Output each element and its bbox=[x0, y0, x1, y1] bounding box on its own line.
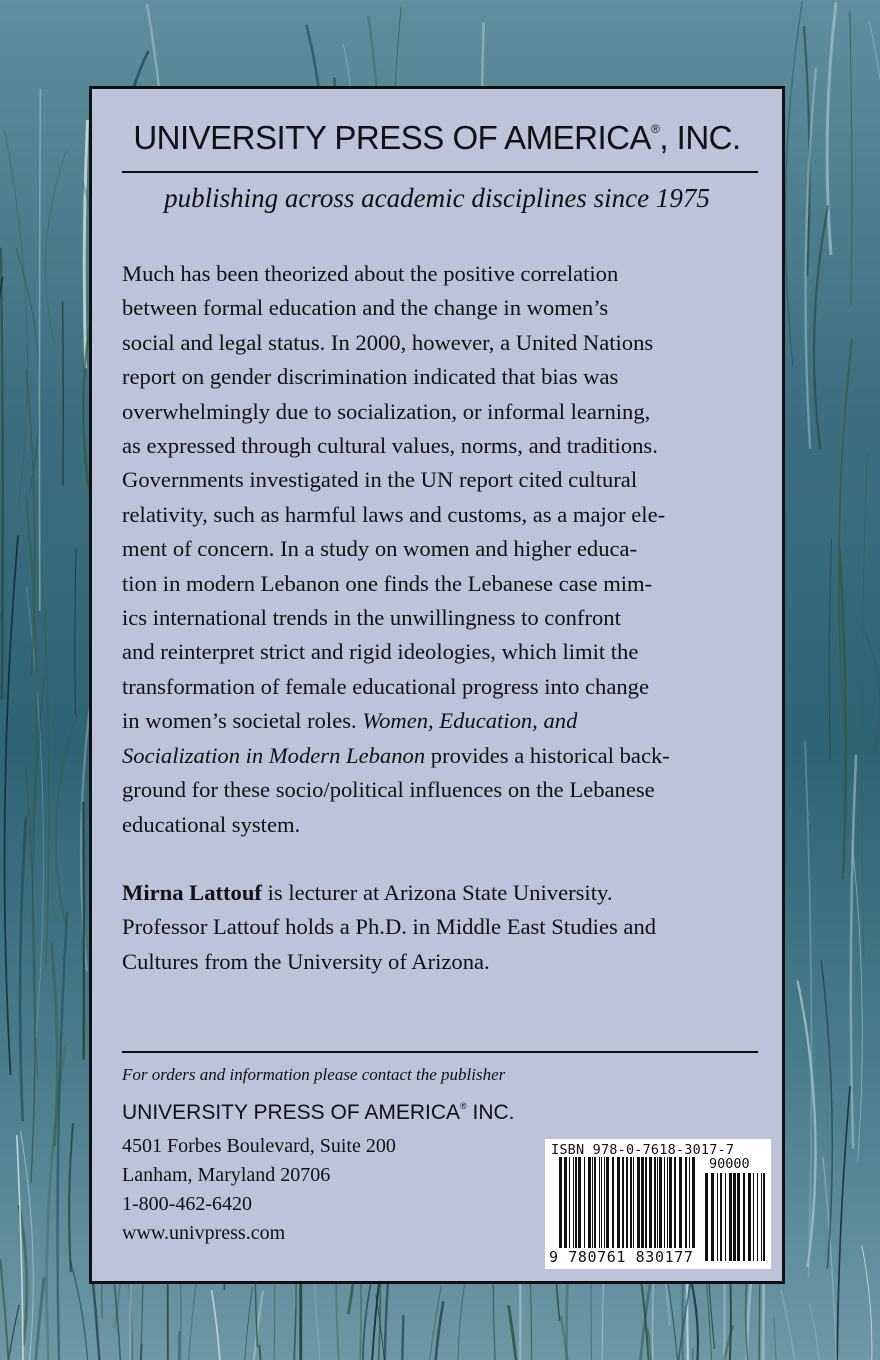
reed-stroke bbox=[780, 1289, 801, 1360]
description-line: ment of concern. In a study on women and higher educa- bbox=[122, 536, 638, 562]
author-bio-line bbox=[122, 876, 758, 910]
barcode-bar bbox=[737, 1173, 740, 1261]
footer-rule bbox=[122, 1051, 758, 1053]
reed-stroke bbox=[136, 1344, 141, 1360]
reed-stroke bbox=[84, 120, 87, 368]
barcode-bar bbox=[664, 1157, 665, 1249]
reed-stroke bbox=[26, 1277, 44, 1360]
barcode-bar bbox=[685, 1157, 687, 1249]
reed-stroke bbox=[5, 536, 18, 1075]
registered-mark: ® bbox=[651, 122, 660, 136]
barcode-bar bbox=[606, 1157, 609, 1249]
barcode-bar bbox=[637, 1157, 640, 1249]
website-url: www.univpress.com bbox=[122, 1222, 286, 1244]
reed-stroke bbox=[509, 1305, 525, 1360]
reed-stroke bbox=[51, 943, 57, 1146]
reed-stroke bbox=[420, 1285, 442, 1360]
barcode-bar bbox=[641, 1157, 644, 1249]
reed-stroke bbox=[178, 1332, 179, 1360]
reed-stroke bbox=[5, 130, 28, 517]
barcode-bar bbox=[604, 1157, 605, 1249]
description-line: between formal education and the change in women’s bbox=[122, 295, 609, 321]
book-title-italic: Women, Education, and bbox=[362, 708, 578, 734]
description-line: report on gender discrimination indicated that bias was bbox=[122, 364, 619, 390]
reed-stroke bbox=[39, 89, 40, 611]
isbn-label: ISBN 978-0-7618-3017-7 bbox=[551, 1142, 735, 1158]
reed-stroke bbox=[20, 817, 26, 1122]
barcode-bar bbox=[725, 1173, 726, 1261]
reed-stroke bbox=[433, 1301, 443, 1360]
reed-stroke bbox=[862, 452, 868, 962]
barcode-bar bbox=[711, 1173, 714, 1261]
phone-number: 1-800-462-6420 bbox=[122, 1193, 252, 1215]
description-text: in women’s societal roles. bbox=[122, 708, 363, 734]
barcode-bar bbox=[729, 1173, 732, 1261]
barcode-bar bbox=[720, 1173, 722, 1261]
reed-stroke bbox=[869, 21, 880, 334]
reed-stroke bbox=[809, 1302, 821, 1360]
barcode-bar bbox=[674, 1157, 676, 1249]
description-line: overwhelmingly due to socialization, or informal learning, bbox=[122, 398, 651, 424]
reed-stroke bbox=[785, 1, 802, 365]
description-line: transformation of female educational progress into change bbox=[122, 673, 649, 699]
reed-stroke bbox=[57, 913, 67, 1360]
author-bio-line: Cultures from the University of Arizona. bbox=[122, 948, 490, 974]
barcode-bar bbox=[679, 1157, 682, 1249]
barcode-bar bbox=[757, 1173, 758, 1261]
reed-stroke bbox=[56, 707, 80, 927]
description-line: educational system. bbox=[122, 811, 301, 837]
reed-stroke bbox=[827, 3, 836, 256]
reed-stroke bbox=[17, 1135, 23, 1360]
reed-stroke bbox=[862, 1245, 872, 1360]
description-line: tion in modern Lebanon one finds the Lebanese case mim- bbox=[122, 570, 653, 596]
reed-stroke bbox=[863, 628, 880, 756]
reed-stroke bbox=[46, 149, 68, 346]
book-description bbox=[122, 257, 758, 842]
reed-stroke bbox=[69, 1123, 73, 1272]
address-line-2: Lanham, Maryland 20706 bbox=[122, 1164, 331, 1186]
barcode-bar bbox=[669, 1157, 672, 1249]
description-line: relativity, such as harmful laws and customs, as a major ele- bbox=[122, 501, 666, 527]
barcode-bar bbox=[584, 1157, 585, 1249]
publisher-footer-name bbox=[122, 1101, 515, 1125]
publisher-suffix: INC. bbox=[466, 1101, 515, 1124]
description-line: as expressed through cultural values, norms, and traditions. bbox=[122, 433, 658, 459]
barcode-bar bbox=[612, 1157, 614, 1249]
barcode-bar bbox=[578, 1157, 581, 1249]
publisher-header bbox=[92, 119, 782, 157]
description-line: ics international trends in the unwillingness to confront bbox=[122, 605, 621, 631]
barcode-bar bbox=[594, 1157, 596, 1249]
description-line: Governments investigated in the UN report cited cultural bbox=[122, 467, 638, 493]
barcode-bar bbox=[657, 1157, 658, 1249]
barcode-bar bbox=[559, 1157, 562, 1249]
barcode-bar bbox=[705, 1173, 708, 1261]
barcode-bar bbox=[588, 1157, 591, 1249]
author-bio-line: Professor Lattouf holds a Ph.D. in Middle East Studies and bbox=[122, 914, 657, 940]
barcode-bar bbox=[654, 1157, 656, 1249]
reed-stroke bbox=[1, 248, 3, 699]
barcode-bar bbox=[599, 1157, 600, 1249]
reed-stroke bbox=[259, 1345, 268, 1360]
reed-stroke bbox=[823, 1157, 838, 1360]
reed-stroke bbox=[850, 11, 852, 306]
barcode-bar bbox=[748, 1173, 751, 1261]
barcode-bar bbox=[692, 1157, 695, 1249]
reed-stroke bbox=[212, 1290, 223, 1360]
back-cover-text-panel bbox=[89, 86, 785, 1284]
barcode-bar bbox=[569, 1157, 570, 1249]
reed-stroke bbox=[75, 549, 76, 715]
tagline: publishing across academic disciplines since 1975 bbox=[164, 183, 710, 213]
description-line: ground for these socio/political influences on the Lebanese bbox=[122, 777, 655, 803]
barcode-bar bbox=[733, 1173, 736, 1261]
registered-mark: ® bbox=[460, 1101, 467, 1111]
reed-stroke bbox=[242, 1287, 253, 1360]
barcode-bar bbox=[573, 1157, 574, 1249]
reed-stroke bbox=[458, 1283, 465, 1360]
barcode-bar bbox=[761, 1173, 762, 1261]
publisher-suffix: , INC. bbox=[659, 119, 741, 156]
barcode-bar bbox=[633, 1157, 634, 1249]
reed-stroke bbox=[805, 741, 811, 1277]
price-code: 90000 bbox=[709, 1156, 750, 1172]
barcode-bar bbox=[649, 1157, 652, 1249]
author-bio-text: is lecturer at Arizona State University. bbox=[261, 880, 613, 905]
barcode-bar bbox=[763, 1173, 765, 1261]
barcode-bar bbox=[622, 1157, 624, 1249]
barcode-bar bbox=[592, 1157, 593, 1249]
description-line bbox=[122, 739, 758, 773]
reed-stroke bbox=[561, 1316, 582, 1360]
book-title-italic: Socialization in Modern Lebanon bbox=[122, 742, 426, 768]
reed-stroke bbox=[851, 755, 856, 1149]
description-line: social and legal status. In 2000, however, a United Nations bbox=[122, 329, 654, 355]
description-text: provides a historical back- bbox=[425, 742, 670, 768]
reed-stroke bbox=[821, 960, 832, 1268]
description-line: and reinterpret strict and rigid ideologies, which limit the bbox=[122, 639, 639, 665]
orders-note: For orders and information please contact the publisher bbox=[122, 1065, 506, 1084]
barcode-bar bbox=[743, 1173, 745, 1261]
barcode-bar bbox=[689, 1157, 690, 1249]
author-bio bbox=[122, 876, 758, 979]
barcode-bar bbox=[645, 1157, 647, 1249]
author-name: Mirna Lattouf bbox=[122, 880, 262, 905]
isbn-barcode bbox=[545, 1139, 771, 1269]
reed-stroke bbox=[798, 981, 816, 1268]
reed-stroke bbox=[399, 1315, 403, 1360]
barcode-bar bbox=[667, 1157, 668, 1249]
publisher-name: UNIVERSITY PRESS OF AMERICA bbox=[122, 1101, 461, 1124]
header-rule bbox=[122, 171, 758, 173]
address-line-1: 4501 Forbes Boulevard, Suite 200 bbox=[122, 1135, 396, 1157]
barcode-bar bbox=[601, 1157, 602, 1249]
barcode-bar bbox=[564, 1157, 567, 1249]
reed-stroke bbox=[0, 1305, 19, 1360]
reed-stroke bbox=[33, 676, 45, 1079]
reed-stroke bbox=[691, 1348, 692, 1360]
publisher-name: UNIVERSITY PRESS OF AMERICA bbox=[133, 119, 651, 156]
barcode-bar bbox=[717, 1173, 718, 1261]
barcode-bar bbox=[630, 1157, 632, 1249]
barcode-bar bbox=[575, 1157, 577, 1249]
description-line: Much has been theorized about the positive correlation bbox=[122, 261, 619, 286]
reed-stroke bbox=[829, 539, 831, 760]
barcode-bar bbox=[626, 1157, 628, 1249]
barcode-bar bbox=[659, 1157, 662, 1249]
description-line bbox=[122, 704, 758, 738]
reed-stroke bbox=[774, 1317, 777, 1360]
reed-stroke bbox=[837, 1086, 850, 1360]
barcode-bar bbox=[617, 1157, 620, 1249]
reed-stroke bbox=[814, 205, 828, 449]
ean-number: 9 780761 830177 bbox=[549, 1248, 694, 1266]
reed-stroke bbox=[70, 1260, 88, 1360]
barcode-bar bbox=[753, 1173, 754, 1261]
